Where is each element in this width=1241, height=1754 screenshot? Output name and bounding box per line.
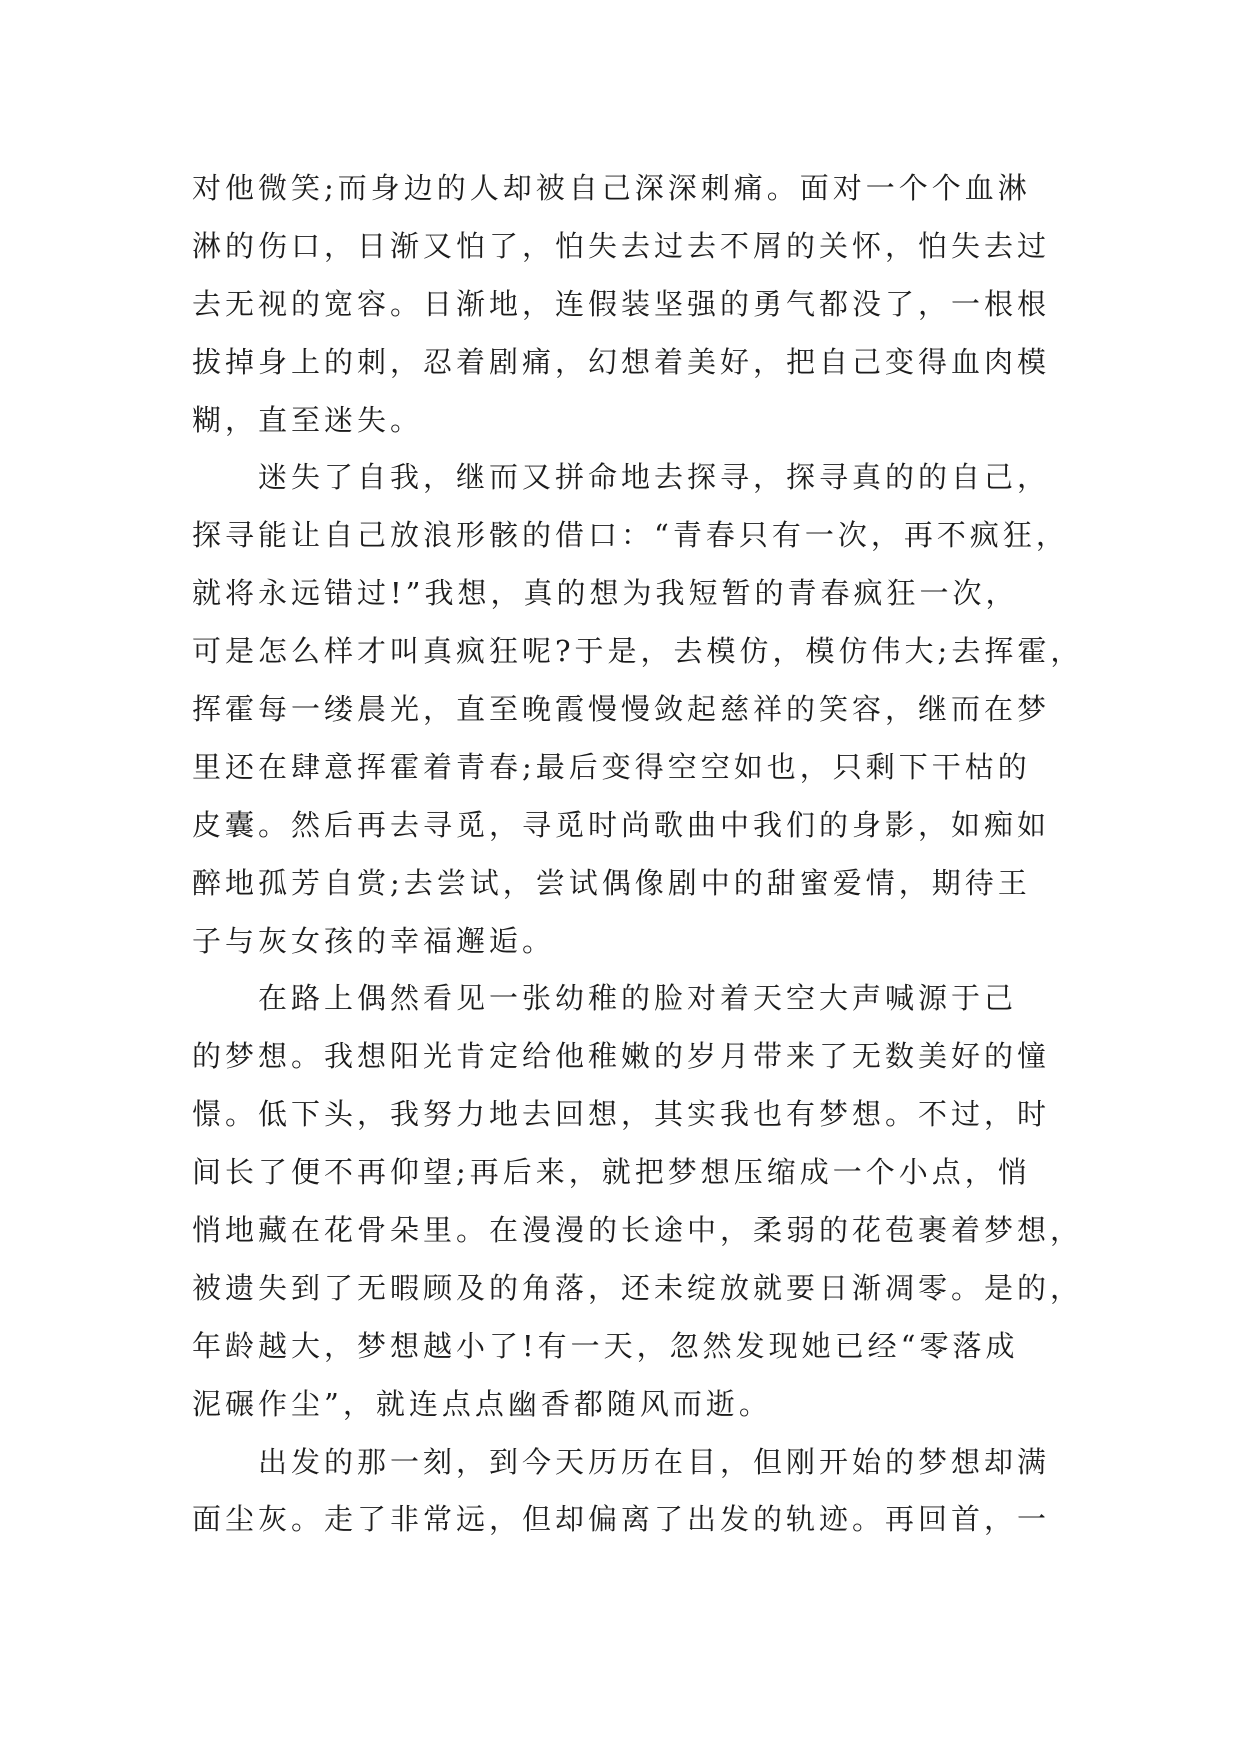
text-line: 的梦想。我想阳光肯定给他稚嫩的岁月带来了无数美好的憧	[192, 1039, 1051, 1074]
text-line: 皮囊。然后再去寻觅，寻觅时尚歌曲中我们的身影，如痴如	[192, 807, 1051, 842]
text-line: 憬。低下头，我努力地去回想，其实我也有梦想。不过，时	[192, 1097, 1051, 1132]
text-line: 糊，直至迷失。	[192, 402, 424, 437]
text-line: 被遗失到了无暇顾及的角落，还未绽放就要日渐凋零。是的，	[192, 1270, 1084, 1305]
text-line: 间长了便不再仰望;再后来，就把梦想压缩成一个小点，悄	[192, 1155, 1031, 1190]
text-line: 就将永远错过!”我想，真的想为我短暂的青春疯狂一次，	[192, 576, 1019, 611]
text-line: 去无视的宽容。日渐地，连假装坚强的勇气都没了，一根根	[192, 286, 1051, 321]
text-line: 挥霍每一缕晨光，直至晚霞慢慢敛起慈祥的笑容，继而在梦	[192, 692, 1051, 727]
text-line: 对他微笑;而身边的人却被自己深深刺痛。面对一个个血淋	[192, 171, 1031, 205]
text-line: 面尘灰。走了非常远，但却偏离了出发的轨迹。再回首，一	[192, 1502, 1051, 1537]
text-line: 子与灰女孩的幸福邂逅。	[192, 923, 556, 958]
text-line: 淋的伤口，日渐又怕了，怕失去过去不屑的关怀，怕失去过	[192, 228, 1051, 263]
essay-body	[192, 160, 1084, 1549]
text-line: 泥碾作尘”，就连点点幽香都随风而逝。	[192, 1386, 772, 1421]
text-line: 悄地藏在花骨朵里。在漫漫的长途中，柔弱的花苞裹着梦想，	[192, 1213, 1084, 1248]
text-line: 里还在肆意挥霍着青春;最后变得空空如也，只剩下干枯的	[192, 749, 1031, 784]
paragraph-first-line: 迷失了自我，继而又拼命地去探寻，探寻真的的自己，	[258, 460, 1051, 495]
text-line: 拔掉身上的刺，忍着剧痛，幻想着美好，把自己变得血肉模	[192, 344, 1051, 379]
text-line: 醉地孤芳自赏;去尝试，尝试偶像剧中的甜蜜爱情，期待王	[192, 865, 1031, 900]
text-line: 年龄越大，梦想越小了!有一天，忽然发现她已经“零落成	[192, 1328, 1019, 1363]
paragraph-first-line: 出发的那一刻，到今天历历在目，但刚开始的梦想却满	[258, 1444, 1051, 1479]
text-line: 可是怎么样才叫真疯狂呢?于是，去模仿，模仿伟大;去挥霍，	[192, 634, 1084, 669]
text-line: 探寻能让自己放浪形骸的借口：“青春只有一次，再不疯狂，	[192, 518, 1069, 553]
paragraph-first-line: 在路上偶然看见一张幼稚的脸对着天空大声喊源于己	[258, 981, 1018, 1016]
